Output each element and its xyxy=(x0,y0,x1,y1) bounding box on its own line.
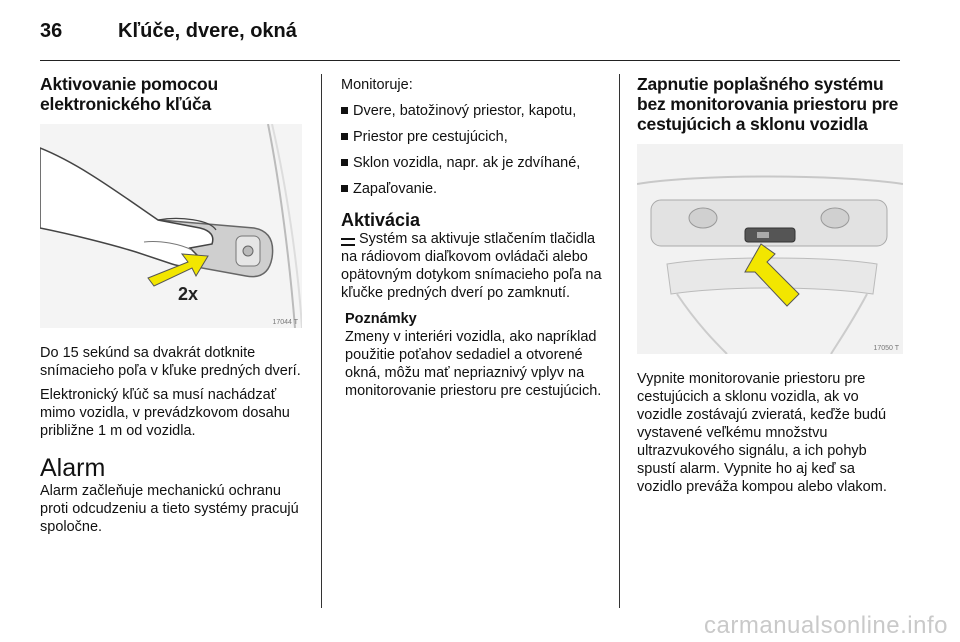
note-block xyxy=(345,310,607,400)
paragraph-touch: Do 15 sekúnd sa dvakrát dotknite snímacieho poľa v kľuke predných dverí. xyxy=(40,345,301,379)
column-right xyxy=(637,74,903,496)
bullet-square-icon xyxy=(341,107,348,114)
page-number: 36 xyxy=(40,20,63,42)
section-heading-electronic-key: Aktivovanie pomocou elektronického kľúča xyxy=(40,74,219,114)
note-title: Poznámky xyxy=(345,311,417,327)
page-header xyxy=(40,12,900,56)
column-divider xyxy=(619,74,620,608)
section-heading-alarm: Alarm xyxy=(40,454,106,482)
bullet-square-icon xyxy=(341,185,348,192)
figure-code: 17044 T xyxy=(272,319,298,326)
page-title: Kľúče, dvere, okná xyxy=(118,20,297,42)
monitor-list xyxy=(341,102,607,198)
figure-roof-console xyxy=(637,144,903,354)
column-middle xyxy=(341,76,607,400)
list-item: Dvere, batožinový priestor, kapotu, xyxy=(341,102,607,120)
bullet-square-icon xyxy=(341,159,348,166)
paragraph-activation: Systém sa aktivuje stlačením tlačidla na rádiovom diaľkovom ovládači alebo opätovným dotykom snímacieho poľa na kľučke predných dverí po zamknutí. xyxy=(341,231,602,301)
paragraph-disable-monitoring: Vypnite monitorovanie priestoru pre cestujúcich a sklonu vozidla, ak vo vozidle zostávajú zvieratá, keďže budú vystavené veľkému množstvu ultrazvukového signálu, a ich pohyb spustí alarm. Vypnite ho aj keď sa vozidlo preváža kompou alebo vlakom. xyxy=(637,371,887,495)
paragraph-key-range: Elektronický kľúč sa musí nachádzať mimo vozidla, v prevádzkovom dosahu približne 1 m od vozidla. xyxy=(40,387,290,439)
list-item: Priestor pre cestujúcich, xyxy=(341,128,607,146)
figure-code: 17050 T xyxy=(873,345,899,352)
column-divider xyxy=(321,74,322,608)
section-heading-alarm-without-monitoring: Zapnutie poplašného systému bez monitorovania priestoru pre cestujúcich a sklonu vozidla xyxy=(637,74,899,134)
roof-console-illustration xyxy=(637,144,903,354)
list-item: Zapaľovanie. xyxy=(341,180,607,198)
watermark: carmanualsonline.info xyxy=(704,612,948,639)
door-handle-illustration xyxy=(40,124,302,328)
lock-button-icon xyxy=(341,234,355,244)
column-left xyxy=(40,74,302,536)
monitor-intro: Monitoruje: xyxy=(341,77,413,93)
section-heading-activation: Aktivácia xyxy=(341,210,421,230)
note-text: Zmeny v interiéri vozidla, ako napríklad použitie poťahov sedadiel a otvorené okná, môžu mať nepriaznivý vplyv na monitorovanie priestoru pre cestujúcich. xyxy=(345,329,602,399)
figure-label-2x: 2x xyxy=(178,284,199,304)
bullet-square-icon xyxy=(341,133,348,140)
list-item: Sklon vozidla, napr. ak je zdvíhané, xyxy=(341,154,607,172)
header-divider xyxy=(40,60,900,61)
paragraph-alarm: Alarm začleňuje mechanickú ochranu proti odcudzeniu a tieto systémy pracujú spoločne. xyxy=(40,483,299,535)
figure-door-handle xyxy=(40,124,302,328)
